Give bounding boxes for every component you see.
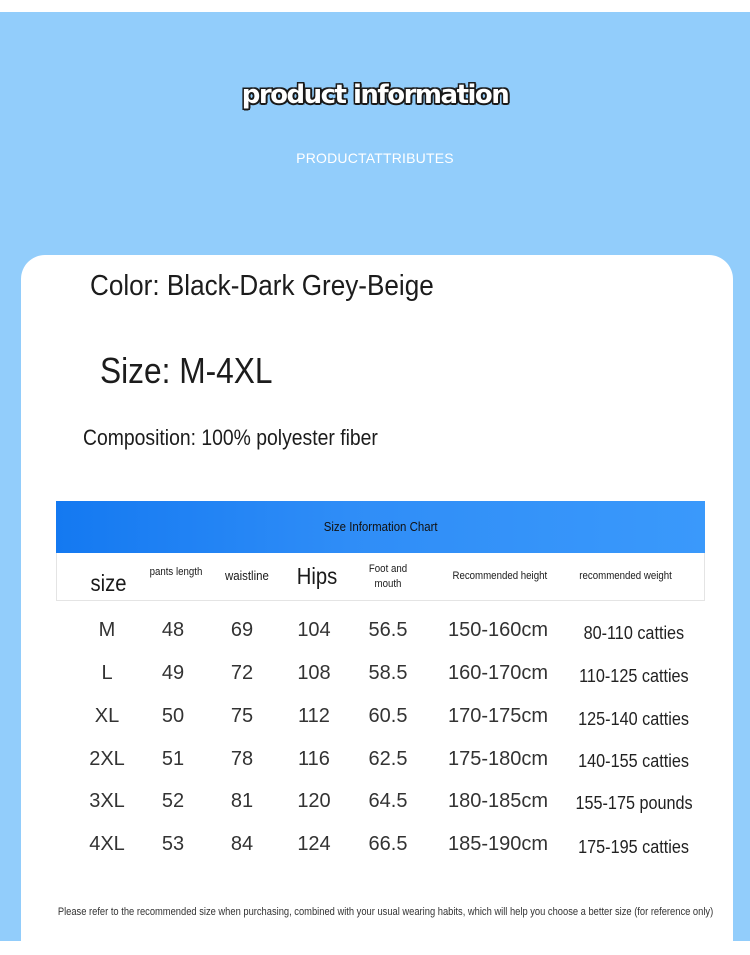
page-subtitle: PRODUCTATTRIBUTES	[296, 150, 454, 166]
cell-recommended-weight	[564, 623, 704, 644]
cell-hips: 124	[297, 833, 331, 855]
composition-attribute: Composition: 100% polyester fiber	[83, 425, 378, 450]
cell-waistline: 72	[230, 662, 254, 684]
cell-recommended-weight-text: 80-110 catties	[583, 623, 685, 643]
column-header-recommended-height-label: Recommended height	[452, 570, 548, 583]
column-header-size-label: size	[90, 569, 126, 596]
column-header-waistline-label: waistline	[225, 568, 269, 584]
size-chart-title-text: Size Information Chart	[323, 519, 438, 534]
cell-foot-and-mouth: 64.5	[368, 790, 408, 812]
column-header-recommended-weight	[563, 553, 688, 600]
column-header-foot-and-mouth	[359, 553, 417, 600]
cell-recommended-height: 150-160cm	[447, 619, 549, 641]
cell-recommended-weight	[564, 793, 704, 814]
column-header-pants-length	[137, 553, 215, 600]
cell-recommended-weight	[564, 666, 704, 687]
cell-foot-and-mouth: 56.5	[368, 619, 408, 641]
cell-pants-length: 50	[161, 705, 185, 727]
cell-size: M	[98, 619, 116, 641]
cell-recommended-weight	[564, 709, 704, 730]
cell-waistline: 84	[230, 833, 254, 855]
color-attribute: Color: Black-Dark Grey-Beige	[90, 270, 434, 302]
cell-recommended-height: 160-170cm	[447, 662, 549, 684]
column-header-recommended-weight-label: recommended weight	[579, 570, 672, 583]
column-header-waistline	[207, 553, 287, 600]
cell-foot-and-mouth: 58.5	[368, 662, 408, 684]
cell-size: L	[101, 662, 113, 684]
column-header-recommended-height	[435, 553, 565, 600]
cell-recommended-weight-text: 140-155 catties	[578, 751, 690, 771]
cell-recommended-weight-text: 110-125 catties	[579, 666, 689, 686]
cell-recommended-height: 170-175cm	[447, 705, 549, 727]
page-title: product information	[241, 80, 509, 110]
size-chart-header-row	[56, 553, 705, 601]
cell-pants-length: 51	[161, 748, 185, 770]
cell-recommended-weight-text: 175-195 catties	[578, 837, 690, 857]
cell-recommended-height: 175-180cm	[447, 748, 549, 770]
cell-pants-length: 53	[161, 833, 185, 855]
cell-size: 4XL	[89, 833, 125, 855]
cell-pants-length: 49	[161, 662, 185, 684]
size-chart-title	[56, 501, 705, 553]
column-header-foot-and-mouth-label: Foot and mouth	[368, 563, 408, 590]
cell-waistline: 81	[230, 790, 254, 812]
cell-recommended-height: 185-190cm	[447, 833, 549, 855]
cell-pants-length: 48	[161, 619, 185, 641]
cell-hips: 108	[297, 662, 331, 684]
cell-recommended-weight-text: 155-175 pounds	[575, 793, 693, 813]
cell-hips: 116	[298, 748, 330, 770]
cell-hips: 112	[298, 705, 330, 727]
cell-size: 2XL	[89, 748, 125, 770]
cell-waistline: 69	[230, 619, 254, 641]
cell-pants-length: 52	[161, 790, 185, 812]
column-header-hips-label: Hips	[296, 562, 338, 589]
cell-waistline: 78	[230, 748, 254, 770]
footnote-text: Please refer to the recommended size when purchasing, combined with your usual wearing habits, which will help you choose a better size (for reference only)	[57, 906, 714, 918]
cell-waistline: 75	[230, 705, 254, 727]
cell-size: XL	[94, 705, 120, 727]
cell-hips: 120	[297, 790, 331, 812]
cell-recommended-height: 180-185cm	[447, 790, 549, 812]
footnote	[0, 906, 750, 918]
cell-foot-and-mouth: 66.5	[368, 833, 408, 855]
column-header-hips	[282, 553, 352, 600]
cell-size: 3XL	[89, 790, 125, 812]
cell-recommended-weight	[564, 837, 704, 858]
column-header-pants-length-label: pants length	[149, 566, 203, 579]
cell-foot-and-mouth: 60.5	[368, 705, 408, 727]
cell-recommended-weight	[564, 751, 704, 772]
cell-foot-and-mouth: 62.5	[368, 748, 408, 770]
cell-hips: 104	[297, 619, 331, 641]
cell-recommended-weight-text: 125-140 catties	[578, 709, 690, 729]
size-attribute: Size: M-4XL	[100, 350, 273, 391]
